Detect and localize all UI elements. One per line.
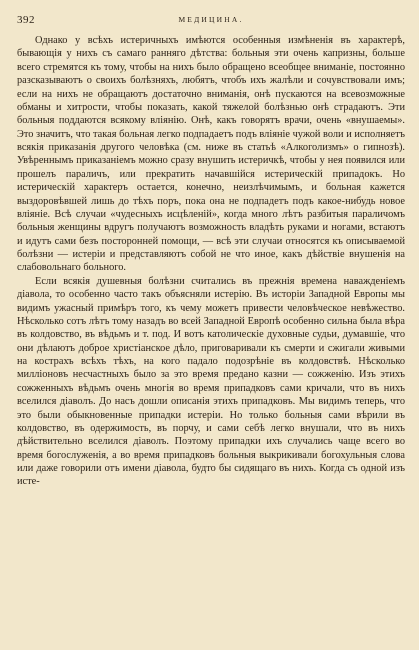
section-title: МЕДИЦИНА. (178, 15, 244, 24)
running-head (17, 14, 405, 28)
body-text (17, 34, 405, 489)
paragraph-1: Однако у всѣхъ истеричныхъ имѣются особенныя измѣненія въ характерѣ, бывающія у нихъ съ самаго ранняго дѣтства: больныя эти очень капризны, больше всего стремятся къ тому, чтобы на нихъ было обращено всеобщее вниманіе, постоянно разсказываютъ о своихъ болѣзняхъ, любятъ, чтобъ ихъ жалѣли и сочувствовали имъ; если на нихъ не обращаютъ достаточно вниманія, онѣ пускаются на всевозможные обманы и хитрости, чтобы показать, какой тяжелой болѣзнью онѣ страдаютъ. Эти больныя поддаются всякому вліянію. Онѣ, какъ говорятъ врачи, очень «внушаемы». Это значитъ, что такая больная легко подпадаетъ подъ вліяніе чужой воли и исполняетъ всякія приказанія другого человѣка (см. ниже въ статьѣ «Алкоголизмъ» о гипнозѣ). Увѣреннымъ приказаніемъ можно сразу внушить истеричкѣ, чтобы у нея появился или прошелъ параличъ, или прекратить начавшійся истерическій припадокъ. Но истерическій характеръ остается, конечно, неизлѣчимымъ, и больная кажется выздоровѣвшей лишь до тѣхъ поръ, пока она не подпадетъ подъ какое-нибудь новое вліяніе. Всѣ случаи «чудесныхъ исцѣленій», когда много лѣтъ разбитыя параличомъ больныя женщины вдругъ получаютъ возможность владѣть руками и ногами, встаютъ и идутъ сами безъ посторонней помощи, — всѣ эти случаи относятся къ описываемой болѣзни — истеріи и представляютъ собой не что иное, какъ дѣйствіе внушенія на слабовольнаго больного. (17, 35, 405, 274)
page-number: 392 (17, 14, 35, 26)
paragraph-2: Если всякія душевныя болѣзни считались въ прежнія времена наважденіемъ діавола, то особенно часто такъ объясняли истерію. Въ исторіи Западной Европы мы видимъ ужасный примѣръ того, къ чему можетъ привести человѣческое невѣжество. Нѣсколько сотъ лѣтъ тому назадъ во всей Западной Европѣ особенно сильна была вѣра въ колдовство, въ вѣдьмъ и т. под. И вотъ католическіе духовные судьи, думавшіе, что они дѣлаютъ доброе христіанское дѣло, приговаривали къ смерти и сжигали живыми на кострахъ всѣхъ тѣхъ, на кого падало подозрѣніе въ колдовствѣ. Нѣсколько милліоновъ несчастныхъ было за это время предано казни — сожженію. Изъ этихъ сожженныхъ вѣдьмъ очень многія во время припадковъ сами кричали, что въ нихъ вселился діаволъ. До насъ дошли описанія этихъ припадковъ. Мы видимъ теперь, что это были обыкновенные припадки истеріи. Но только больныя сами вѣрили въ колдовство, въ одержимость, въ порчу, и сами себѣ легко внушали, что въ нихъ дѣйствительно вселился діаволъ. Поэтому припадки ихъ случались чаще всего во время богослуженія, а во время припадковъ больныя выкрикивали богохульныя слова или даже говорили отъ имени діавола, будто бы сидящаго въ нихъ. Когда съ одной изъ исте- (17, 275, 405, 488)
